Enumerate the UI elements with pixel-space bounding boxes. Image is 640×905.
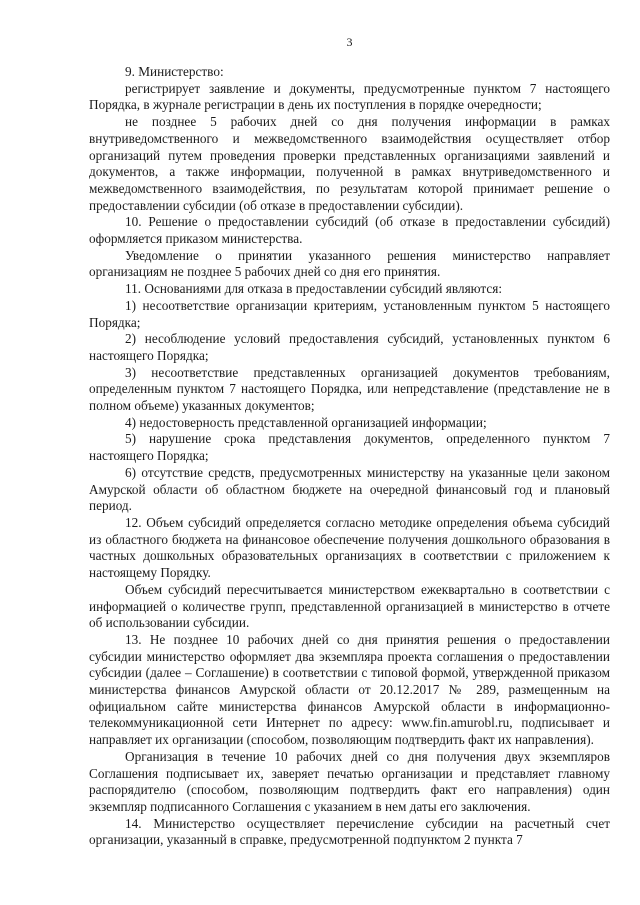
paragraph-12-recalc: Объем субсидий пересчитывается министерством ежеквартально в соответствии с информацией о количестве групп, представленной организацией в министерство в отчете об использовании субсидии. bbox=[89, 581, 610, 631]
paragraph-11-item-4: 4) недостоверность представленной организацией информации; bbox=[125, 414, 487, 430]
paragraph-11-item-5: 5) нарушение срока представления документов, определенного пунктом 7 настоящего Порядка; bbox=[89, 431, 610, 464]
paragraph-11: 11. Основаниями для отказа в предоставлении субсидий являются: bbox=[125, 281, 503, 297]
paragraph-9-registration: регистрирует заявление и документы, предусмотренные пунктом 7 настоящего Порядка, в журнале регистрации в день их поступления в порядке очередности; bbox=[89, 80, 610, 113]
page-number: 3 bbox=[346, 35, 353, 49]
paragraph-13: 13. Не позднее 10 рабочих дней со дня принятия решения о предоставлении субсидии министерство оформляет два экземпляра проекта соглашения о предоставлении субсидии (далее – Соглашение) в соответствии с типовой формой, утвержденной приказом министерства финансов Амурской области от 20.12.2017 № 289, размещенным на официальном сайте министерства финансов Амурской области в информационно-телекоммуникационной сети Интернет по адресу: www.fin.amurobl.ru, подписывает и направляет их организации (способом, позволяющим подтвердить факт их направления). bbox=[89, 631, 610, 748]
paragraph-11-item-6: 6) отсутствие средств, предусмотренных министерству на указанные цели законом Амурской области об областном бюджете на очередной финансовый год и плановый период. bbox=[89, 464, 610, 514]
document-body bbox=[89, 64, 610, 849]
paragraph-10: 10. Решение о предоставлении субсидий (об отказе в предоставлении субсидий) оформляется приказом министерства. bbox=[89, 214, 610, 247]
paragraph-12: 12. Объем субсидий определяется согласно методике определения объема субсидий из областного бюджета на финансовое обеспечение получения дошкольного образования в частных дошкольных образовательных организациях в соответствии с приложением к настоящему Порядку. bbox=[89, 514, 610, 581]
paragraph-11-item-2: 2) несоблюдение условий предоставления субсидий, установленных пунктом 6 настоящего Порядка; bbox=[89, 331, 610, 363]
paragraph-9-title: 9. Министерство: bbox=[125, 64, 224, 79]
paragraph-9-selection: не позднее 5 рабочих дней со дня получения информации в рамках внутриведомственного и межведомственного взаимодействия осуществляет отбор организаций путем проведения проверки представленных организациями заявлений и документов, а также информации, полученной в рамках внутриведомственного и межведомственного взаимодействия, по результатам которой принимает решение о предоставлении субсидии (об отказе в предоставлении субсидии). bbox=[89, 114, 610, 213]
paragraph-14: 14. Министерство осуществляет перечисление субсидии на расчетный счет организации, указанный в справке, предусмотренной подпунктом 2 пункта 7 bbox=[89, 815, 610, 848]
paragraph-11-item-3: 3) несоответствие представленных организацией документов требованиям, определенным пунктом 7 настоящего Порядка, или непредставление (представление не в полном объеме) указанных документов; bbox=[89, 364, 610, 414]
paragraph-13-signing: Организация в течение 10 рабочих дней со дня получения двух экземпляров Соглашения подписывает их, заверяет печатью организации и представляет главному распорядителю (способом, позволяющим подтвердить факт его направления) один экземпляр подписанного Соглашения с указанием в нем даты его заключения. bbox=[89, 748, 610, 814]
paragraph-10-notice: Уведомление о принятии указанного решения министерство направляет организациям не позднее 5 рабочих дней со дня его принятия. bbox=[89, 247, 610, 280]
paragraph-11-item-1: 1) несоответствие организации критериям, установленным пунктом 5 настоящего Порядка; bbox=[89, 297, 610, 330]
